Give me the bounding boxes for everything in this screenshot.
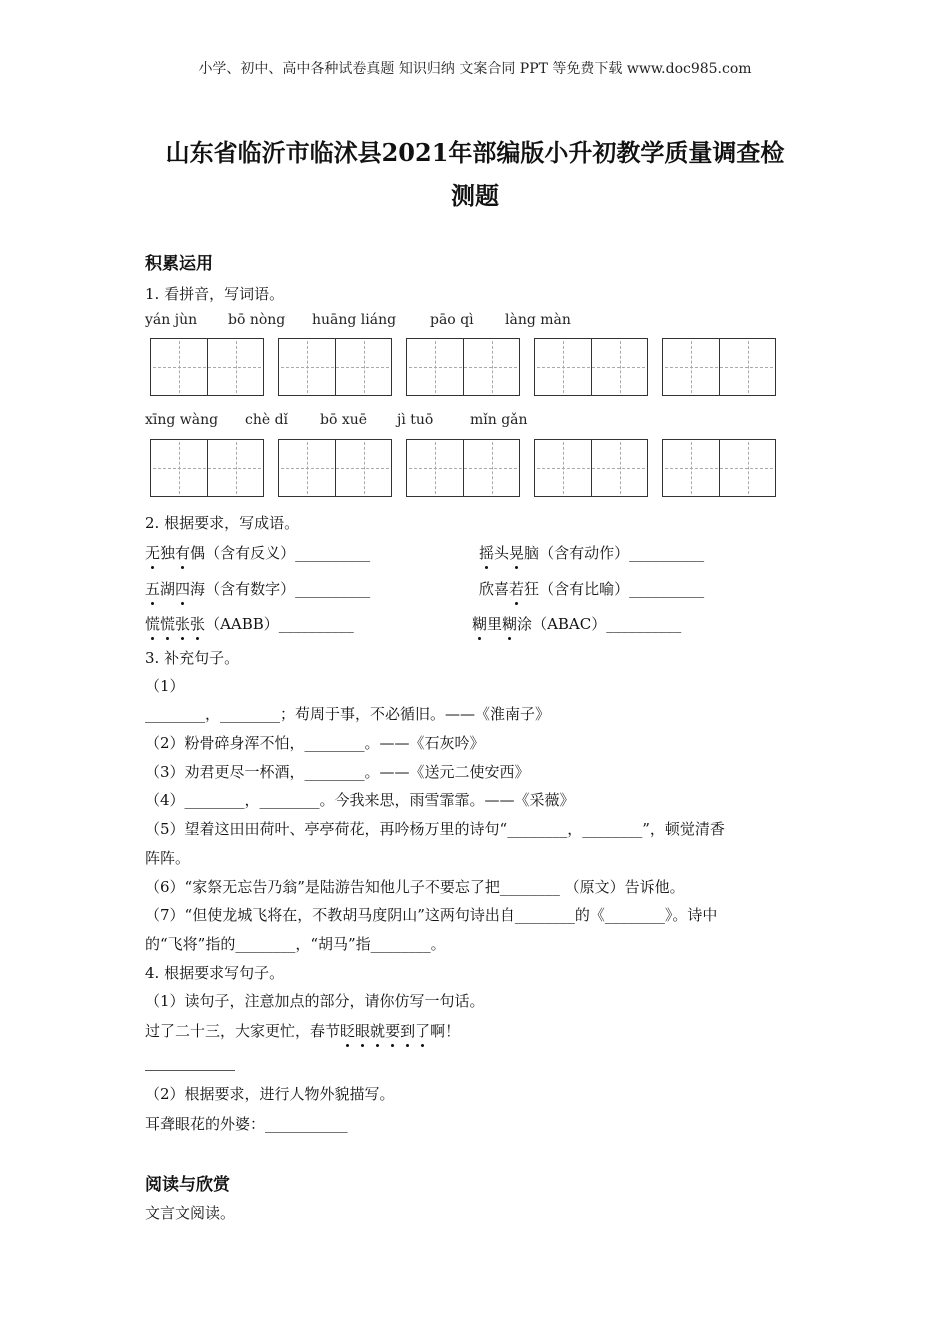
dotted-char: 到	[400, 1022, 416, 1040]
pinyin-label: pāo qì	[430, 312, 474, 328]
section-intro: 文言文阅读。	[145, 1204, 236, 1222]
pinyin-label: yán jùn	[145, 312, 198, 328]
char: 涂	[517, 615, 533, 633]
idiom-requirement: （含有比喻）__________	[539, 580, 705, 598]
q3-line: （1）	[145, 677, 185, 695]
writing-grid[interactable]	[406, 338, 520, 396]
writing-grid[interactable]	[406, 439, 520, 497]
q3-line: （2）粉骨碎身浑不怕，________。——《石灰吟》	[145, 734, 485, 752]
q4-sub2: （2）根据要求，进行人物外貌描写。	[145, 1085, 395, 1103]
q3-line: （5）望着这田田荷叶、亭亭荷花，再吟杨万里的诗句“________，________”，顿觉清香	[145, 820, 725, 838]
idiom-item	[472, 613, 681, 634]
idiom-requirement: （含有数字）__________	[205, 580, 371, 598]
dotted-char: 糊	[502, 615, 518, 633]
char: 里	[487, 615, 503, 633]
idiom-requirement: （ABAC）__________	[532, 615, 682, 633]
question-1-prompt: 1. 看拼音，写词语。	[145, 285, 285, 303]
pinyin-label: jì tuō	[397, 412, 434, 428]
dotted-char: 张	[190, 615, 206, 633]
writing-grid[interactable]	[150, 439, 264, 497]
char: 头	[494, 544, 510, 562]
pinyin-label: bō xuē	[320, 412, 368, 428]
example-sentence	[145, 1020, 460, 1041]
dotted-char: 就	[370, 1022, 386, 1040]
question-2-prompt: 2. 根据要求，写成语。	[145, 514, 300, 532]
dotted-char: 糊	[472, 615, 488, 633]
writing-grid[interactable]	[534, 338, 648, 396]
q3-line: 的“飞将”指的________，“胡马”指________。	[145, 935, 446, 953]
dotted-char: 眼	[355, 1022, 371, 1040]
dotted-char: 慌	[160, 615, 176, 633]
q3-line: ________，________；苟周于事，不必循旧。——《淮南子》	[145, 705, 551, 723]
dotted-char: 无	[145, 544, 161, 562]
dotted-char: 了	[415, 1022, 431, 1040]
idiom-requirement: （含有动作）__________	[539, 544, 705, 562]
writing-grid[interactable]	[662, 439, 776, 497]
char: 偶	[190, 544, 206, 562]
dotted-char: 眨	[340, 1022, 356, 1040]
char: 湖	[160, 580, 176, 598]
page-title: 山东省临沂市临沭县2021年部编版小升初教学质量调查检	[165, 138, 785, 167]
writing-grid[interactable]	[150, 338, 264, 396]
idiom-item	[145, 613, 354, 634]
writing-grid[interactable]	[662, 338, 776, 396]
idiom-item	[145, 578, 370, 599]
question-3-prompt: 3. 补充句子。	[145, 649, 240, 667]
idiom-item	[479, 578, 704, 599]
dotted-char: 若	[509, 580, 525, 598]
pinyin-label: chè dǐ	[245, 412, 289, 428]
dotted-char: 四	[175, 580, 191, 598]
pinyin-label: huāng liáng	[312, 312, 397, 328]
dotted-char: 张	[175, 615, 191, 633]
q3-line: （6）“家祭无忘告乃翁”是陆游告知他儿子不要忘了把________ （原文）告诉他。	[145, 878, 685, 896]
q3-line: （4）________，________。今我来思，雨雪霏霏。——《采薇》	[145, 791, 575, 809]
char: 海	[190, 580, 206, 598]
q3-line: （7）“但使龙城飞将在，不教胡马度阴山”这两句诗出自________的《________》。诗中	[145, 906, 718, 924]
sentence-text: 啊！	[430, 1022, 461, 1040]
q3-line: 阵阵。	[145, 849, 191, 867]
char: 喜	[494, 580, 510, 598]
writing-grid[interactable]	[278, 439, 392, 497]
pinyin-label: mǐn gǎn	[470, 412, 528, 428]
dotted-char: 晃	[509, 544, 525, 562]
page-title-line2: 测题	[451, 181, 499, 210]
pinyin-label: làng màn	[505, 312, 571, 328]
idiom-item	[145, 542, 370, 563]
q4-sub1: （1）读句子，注意加点的部分，请你仿写一句话。	[145, 992, 485, 1010]
idiom-item	[479, 542, 704, 563]
char: 脑	[524, 544, 540, 562]
writing-grid[interactable]	[278, 338, 392, 396]
dotted-char: 摇	[479, 544, 495, 562]
char: 欣	[479, 580, 495, 598]
q4-sub2-answer: 耳聋眼花的外婆：___________	[145, 1115, 348, 1133]
writing-grid[interactable]	[534, 439, 648, 497]
q3-line: （3）劝君更尽一杯酒，________。——《送元二使安西》	[145, 763, 530, 781]
dotted-char: 慌	[145, 615, 161, 633]
dotted-char: 有	[175, 544, 191, 562]
pinyin-label: bō nòng	[228, 312, 286, 328]
section-heading: 积累运用	[145, 254, 213, 274]
pinyin-label: xīng wàng	[145, 412, 219, 428]
idiom-requirement: （AABB）__________	[205, 615, 354, 633]
section-heading: 阅读与欣赏	[145, 1175, 230, 1195]
sentence-text: 过了二十三，大家更忙，春节	[145, 1022, 341, 1040]
answer-line[interactable]	[145, 1070, 235, 1071]
char: 独	[160, 544, 176, 562]
dotted-char: 五	[145, 580, 161, 598]
char: 狂	[524, 580, 540, 598]
site-banner: 小学、初中、高中各种试卷真题 知识归纳 文案合同 PPT 等免费下载 www.doc985.com	[198, 61, 752, 77]
dotted-char: 要	[385, 1022, 401, 1040]
idiom-requirement: （含有反义）__________	[205, 544, 371, 562]
question-4-prompt: 4. 根据要求写句子。	[145, 964, 285, 982]
